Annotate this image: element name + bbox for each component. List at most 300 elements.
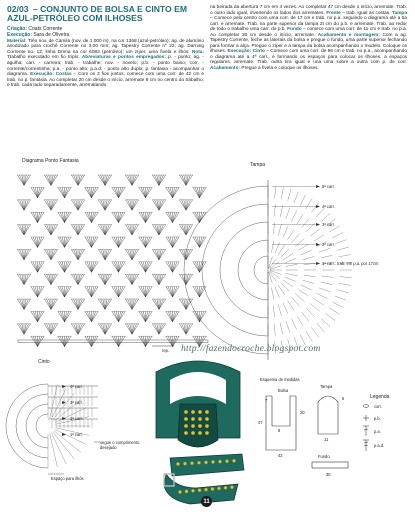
creation-line	[7, 26, 204, 32]
tampa-stitch	[301, 250, 312, 255]
fan-stitch	[98, 225, 112, 235]
bag-illustration	[146, 358, 250, 508]
fan-stitch	[85, 336, 99, 346]
tampa-stitch	[339, 255, 351, 257]
fan-stitch	[58, 237, 72, 247]
eyelet-icon	[204, 488, 207, 491]
fan-stitch	[44, 175, 58, 185]
fan-stitch	[125, 200, 139, 210]
tampa-stitch	[300, 195, 305, 206]
tampa-stitch	[272, 288, 274, 300]
tampa-stitch	[272, 241, 274, 253]
eyelet-icon	[184, 431, 188, 435]
tampa-stitch	[275, 287, 280, 298]
tampa-stitch	[317, 323, 325, 332]
tampa-stitch	[311, 327, 318, 337]
fan-stitch	[152, 175, 166, 185]
tampa-stitch	[306, 199, 312, 209]
m20: 20	[300, 410, 305, 415]
fan-stitch	[85, 237, 99, 247]
eyelet-icon	[184, 410, 188, 414]
cinto-row-arc	[26, 404, 48, 448]
eyelet-icon	[211, 487, 214, 490]
tampa-stitch	[310, 304, 319, 311]
arrow-icon	[316, 243, 320, 246]
eyelet-icon	[198, 410, 202, 414]
fan-stitch	[17, 249, 31, 259]
fan-stitch	[125, 249, 139, 259]
fan-stitch	[139, 287, 153, 297]
tampa-stitch	[274, 204, 275, 216]
fan-stitch	[98, 249, 112, 259]
tampa-stitch	[291, 319, 296, 330]
fan-stitch	[179, 324, 193, 334]
tampa-stitch	[310, 229, 319, 236]
title-text: – CONJUNTO DE BOLSA E CINTO EM AZUL-PETRÓLEO COM ILHOSES	[7, 4, 187, 24]
eyelet-icon	[204, 461, 207, 464]
legend-pb	[363, 415, 381, 421]
fan-stitch	[152, 274, 166, 284]
tampa-label: Tampa	[392, 10, 407, 16]
fan-stitch	[179, 225, 193, 235]
tampa-stitch	[286, 208, 290, 219]
tampa-stitch	[280, 323, 283, 335]
tampa-stitch	[278, 285, 285, 295]
fan-stitch	[125, 225, 139, 235]
cinto-row-arc	[6, 384, 48, 468]
tampa-stitch	[297, 214, 303, 224]
frente-text: – trab. igual as costas.	[342, 10, 391, 16]
fan-stitch	[112, 287, 126, 297]
legend-pad	[363, 440, 384, 451]
tampa-stitch	[294, 192, 298, 203]
tampa-stitch	[291, 211, 296, 222]
rep-label: rep.	[162, 348, 170, 353]
eyelet-icon	[211, 460, 214, 463]
right-paragraph	[210, 5, 407, 72]
arrow-icon	[62, 433, 66, 436]
fan-stitch	[44, 225, 58, 235]
fundo-outline	[312, 462, 348, 468]
cinto-row-label: 1ª carr.	[70, 432, 83, 437]
exec-costas-label: Execução: Costas	[30, 72, 72, 78]
tampa-stitch	[335, 296, 346, 300]
fan-stitch	[98, 274, 112, 284]
fan-stitch	[179, 274, 193, 284]
tampa-stitch	[287, 300, 293, 310]
fan-stitch	[17, 175, 31, 185]
fan-stitch	[17, 274, 31, 284]
fan-stitch	[179, 299, 193, 309]
eyelet-icon	[205, 424, 209, 428]
cinto-diagram	[8, 356, 143, 506]
eyelet-icon	[225, 460, 228, 463]
nota-text: Trabalho executado em fio triplo.	[7, 55, 80, 61]
cinto-row-label: 2ª carr.	[70, 416, 83, 421]
fan-stitch	[31, 311, 45, 321]
tampa-row-arc	[238, 240, 268, 300]
tampa-stitch	[278, 245, 285, 255]
tampa-stitch	[319, 248, 330, 252]
m30: 30	[326, 472, 331, 477]
text-column-right	[210, 5, 407, 157]
m42: 42	[278, 453, 283, 458]
fan-stitch	[166, 311, 180, 321]
fan-stitch	[58, 212, 72, 222]
nota-label: Nota:	[191, 49, 204, 55]
tampa-stitch	[302, 312, 309, 321]
eyelet-icon	[191, 489, 194, 492]
tampa-stitch	[301, 285, 312, 290]
acabamento-cinto-label: Acabamento:	[210, 66, 241, 72]
tampa-stitch	[278, 224, 281, 236]
tampa-stitch	[285, 277, 296, 282]
bag-flap	[178, 404, 218, 447]
fan-stitch	[44, 324, 58, 334]
fan-stitch	[166, 237, 180, 247]
medidas-tampa-label: Tampa	[320, 384, 333, 389]
fan-stitch	[152, 225, 166, 235]
rep-marker	[150, 343, 180, 355]
legend-corr	[363, 404, 382, 409]
execution-value: Sara de Oliveira	[33, 32, 70, 39]
arrow-icon	[316, 185, 320, 188]
medidas-fundo-label: Fundo	[318, 454, 330, 459]
tampa-stitch	[287, 230, 293, 240]
fundo-label: Fundo	[287, 27, 302, 33]
fan-stitch	[139, 262, 153, 272]
eyelet-icon	[198, 424, 202, 428]
fan-stitch	[85, 187, 99, 197]
tampa-row-label: 2ª carr.	[322, 242, 335, 247]
fan-stitch	[112, 262, 126, 272]
fundo-text: – comece com uma corr. de 11 cm e trab. no p.a. Ao completar 30 cm desde o início, arremate.	[210, 27, 407, 38]
cinto-stitch	[50, 385, 58, 418]
tampa-stitch	[295, 239, 304, 247]
tampa-stitch	[275, 186, 276, 198]
eyelet-icon	[191, 431, 195, 435]
tampa-stitch	[286, 321, 290, 332]
instructions-text	[7, 5, 408, 157]
eyelet-icon	[198, 489, 201, 492]
fan-stitch	[125, 274, 139, 284]
abbrev-label: Abreviaturas e pontos empregados:	[81, 55, 166, 61]
eyelet-icon	[198, 417, 202, 421]
fan-stitch	[85, 311, 99, 321]
tampa-stitch	[337, 290, 349, 293]
page-title	[7, 5, 204, 24]
tampa-stitch	[295, 294, 304, 302]
tampa-stitch	[283, 280, 293, 287]
tampa-stitch	[281, 187, 283, 199]
tampa-stitch	[321, 282, 333, 285]
eyelet-icon	[184, 417, 188, 421]
svg-text:corr.: corr.	[374, 404, 382, 409]
fan-stitch	[112, 187, 126, 197]
creation-label: Criação:	[7, 25, 28, 32]
fan-stitch	[71, 175, 85, 185]
tampa-stitch	[283, 303, 288, 314]
fan-stitch	[85, 212, 99, 222]
tampa-stitch	[322, 276, 334, 277]
exec-costas-text: – Com os 3 fios juntos, comece com uma corr. de 42 cm e trab. no p. fantasia. Ao completar 20 cm desde o início, arremate 8 cm no centro do trabalho, e trab. cada lado separadamente, arrematando	[7, 72, 205, 89]
eyelet-icon	[198, 431, 202, 435]
fan-stitch	[179, 175, 193, 185]
cinto-space-label: Espaço para ilhós	[51, 476, 84, 481]
tampa-stitch	[298, 289, 308, 295]
execution-line	[7, 32, 204, 38]
fan-stitch	[125, 324, 139, 334]
cinto-label: Execução: Cinto	[227, 49, 265, 55]
tampa-stitch	[286, 274, 298, 276]
fan-stitch	[44, 299, 58, 309]
tampa-stitch	[274, 324, 275, 336]
tampa-stitch	[281, 249, 289, 257]
tampa-stitch	[288, 189, 291, 201]
fan-stitch	[71, 200, 85, 210]
tampa-stitch	[302, 218, 309, 227]
title-code: 02/03	[7, 4, 29, 14]
measurement-schematic	[256, 374, 356, 484]
tampa-stitch	[311, 203, 318, 213]
cinto-row-label: 3ª carr.	[70, 400, 83, 405]
fan-stitch	[31, 237, 45, 247]
m8: 8	[278, 428, 281, 433]
tampa-stitch	[335, 240, 346, 244]
material-text: Três nov. de Camila (nov. de 1.000 m), na cor 1368 (azul-petróleo); ag. de alumínio anodizado para crochê Corrente no 3,00 mm; ag. Tapestry Corrente nº 22; ag. Darning Corrente no. 12; linha Drima na cor 6083 (petróleo); um zíper, uma fivela e ilhós;	[7, 38, 205, 55]
acabamento-label: Acabamento e montagem:	[317, 32, 380, 38]
costas-continued-text: na beirada da abertura 7 cm em 4 vezes. Ao completar 47 cm desde o início, arremate. Trab. o outro lado igual, invertendo os lados dos arremates.	[210, 5, 407, 16]
acabamento-text: Com a ag. Tapestry Corrente, feche as laterais da bolsa e pregue o fundo, uma parte superior fechando para formar a alça. Pregue o zíper e a tampa da bolsa acompanhando o modelo. Coloque os ilhoses.	[210, 32, 407, 55]
tampa-stitch	[321, 319, 330, 327]
tampa-stitch	[297, 316, 303, 326]
tampa-stitch	[280, 206, 283, 218]
fan-stitch	[152, 200, 166, 210]
eyelet-icon	[218, 460, 221, 463]
fan-stitch	[71, 299, 85, 309]
m6: 6	[342, 396, 345, 401]
text-column-left	[7, 5, 204, 157]
eyelet-icon	[205, 410, 209, 414]
eyelet-icon	[190, 462, 193, 465]
tampa-stitch	[306, 331, 312, 341]
cinto-row-label: 4ª carr.	[70, 384, 83, 389]
legend-pa	[363, 426, 381, 436]
cinto-text: – Comece com uma corr. de 98 cm e trab. no p.a., acompanhando o diagrama até a 4ª carr., e formando os espaços para colocar os ilhoses, a espaços regulares, arremate. Trab. outra tira igual e una uma sobre a outra com p. de corr.	[210, 49, 408, 66]
fan-stitch	[152, 299, 166, 309]
legend-title: Legenda	[370, 394, 390, 400]
fan-stitch	[125, 175, 139, 185]
fan-stitch	[98, 324, 112, 334]
tampa-stitch	[283, 253, 293, 260]
tampa-stitch	[304, 275, 316, 277]
tampa-stitch	[317, 208, 325, 217]
medidas-title: Esquema de medidas	[260, 377, 300, 382]
tampa-row-arc	[220, 222, 268, 318]
fan-stitch	[166, 287, 180, 297]
tampa-stitch	[298, 244, 308, 250]
fan-stitch	[98, 299, 112, 309]
tampa-stitch	[321, 255, 333, 258]
fan-stitch	[125, 299, 139, 309]
fan-stitch	[166, 187, 180, 197]
cinto-stitch	[51, 433, 66, 464]
material-label: Material:	[7, 38, 27, 44]
tampa-stitch	[303, 256, 315, 259]
tampa-diagram	[218, 160, 408, 340]
fan-stitch	[71, 249, 85, 259]
fan-stitch	[71, 274, 85, 284]
fan-stitch	[17, 324, 31, 334]
fan-stitch	[58, 187, 72, 197]
tampa-row-label: 3ª carr.	[322, 222, 335, 227]
fan-stitch	[112, 311, 126, 321]
arrow-icon	[316, 205, 320, 208]
fan-stitch	[58, 311, 72, 321]
fan-stitch	[71, 225, 85, 235]
material-paragraph	[7, 39, 204, 89]
eyelet-icon	[191, 410, 195, 414]
fan-stitch	[166, 212, 180, 222]
arrow-icon	[316, 262, 320, 265]
eyelet-icon	[232, 459, 235, 462]
tampa-stitch	[273, 222, 275, 234]
m7: 7	[265, 398, 268, 403]
eyelet-icon	[205, 431, 209, 435]
tampa-stitch	[278, 305, 281, 317]
tampa-stitch	[332, 302, 343, 307]
fan-stitch	[152, 249, 166, 259]
fan-stitch	[139, 237, 153, 247]
fan-stitch	[58, 262, 72, 272]
eyelet-icon	[197, 461, 200, 464]
tampa-stitch	[339, 283, 351, 285]
cinto-row-arc	[16, 394, 48, 458]
tampa-row-label: 1ª carr.: trab. em p.a. por 17cm	[322, 261, 379, 266]
fan-stitch	[139, 212, 153, 222]
tampa-row-label: 4ª carr.	[322, 204, 335, 209]
watermark-url: http://fazendocroche.blogspot.com	[181, 343, 321, 354]
fan-stitch	[58, 336, 72, 346]
fan-stitch	[85, 262, 99, 272]
eyelet-icon	[224, 486, 227, 489]
abbrev-text: p. - ponto; ag. - agulha; carr. - carreira; trab. - trabalhe; nov. - novelo; p.b. - ponto baixo; corr. - corrente/correntinha; p.a. - ponto alto; p.a.d. - ponto alto duplo; p. fantasia - acompanhar o diagrama.	[7, 55, 204, 78]
tampa-stitch	[317, 293, 328, 298]
tampa-stitch	[275, 242, 280, 253]
fan-stitch	[44, 200, 58, 210]
fan-stitch	[152, 324, 166, 334]
fan-stitch	[71, 324, 85, 334]
tampa-stitch	[337, 247, 349, 250]
medidas-bolsa-label: Bolsa	[278, 388, 289, 393]
tampa-row-arc	[254, 256, 268, 284]
bolsa-outline	[266, 396, 296, 450]
tampa-row-label: 5ª carr.	[322, 184, 335, 189]
m11: 11	[324, 437, 329, 442]
tampa-stitch	[283, 226, 288, 237]
creation-value: Coats Corrente	[28, 25, 63, 32]
frente-label: Frente	[326, 10, 341, 16]
fantasia-diagram-title: Diagrama Ponto Fantasia	[22, 158, 79, 164]
fan-stitch	[112, 336, 126, 346]
fan-stitch	[17, 225, 31, 235]
fan-stitch	[179, 200, 193, 210]
tampa-title: Tampa	[250, 162, 266, 168]
fan-stitch	[112, 212, 126, 222]
tampa-text: – Comece pelo centro com uma corr. de 17 cm e trab. no p.a. seguindo o diagrama até a 5a carr. e arremate. Trab. na parte superior da tampa 2t cm do p.b. e arremate. Trab. ao redor de todo o trabalho uma carr. do p.b.	[210, 16, 407, 33]
execution-label: Execução:	[7, 32, 33, 39]
page-number: 11	[201, 496, 212, 507]
tampa-stitch	[292, 297, 300, 306]
tampa-stitch	[332, 233, 343, 238]
fan-stitch	[98, 175, 112, 185]
acabamento-cinto-text: Pregue a fivela e coloque os ilhoses.	[241, 66, 319, 72]
fan-stitch	[44, 274, 58, 284]
fan-stitch	[112, 237, 126, 247]
tampa-stitch	[281, 283, 289, 291]
eyelet-icon	[191, 424, 195, 428]
tampa-stitch	[314, 235, 324, 241]
eyelet-icon	[230, 486, 233, 489]
cinto-row-arc	[36, 414, 48, 438]
legend	[360, 392, 412, 452]
fantasia-diagram	[16, 166, 212, 346]
fan-stitch	[44, 249, 58, 259]
eyelet-icon	[178, 490, 181, 493]
belt-upper	[170, 454, 244, 476]
tampa-stitch	[273, 306, 275, 318]
m47: 47	[258, 420, 263, 425]
arrow-icon	[316, 223, 320, 226]
tampa-outline	[318, 396, 338, 434]
fan-stitch	[31, 262, 45, 272]
fan-stitch	[85, 287, 99, 297]
tampa-stitch	[329, 308, 339, 314]
tampa-stitch	[340, 277, 352, 278]
eyelet-icon	[176, 462, 179, 465]
tampa-stitch	[303, 280, 315, 283]
fan-stitch	[193, 187, 207, 197]
tampa-stitch	[306, 308, 314, 316]
fan-stitch	[139, 187, 153, 197]
svg-text:p.b.: p.b.	[374, 416, 381, 421]
fan-stitch	[17, 200, 31, 210]
tampa-stitch	[286, 264, 298, 266]
cinto-note-1: segue o comprimento	[100, 440, 140, 445]
fan-stitch	[17, 299, 31, 309]
fan-stitch	[31, 287, 45, 297]
eyelet-icon	[217, 487, 220, 490]
fan-stitch	[193, 262, 207, 272]
fan-stitch	[166, 262, 180, 272]
fan-stitch	[139, 311, 153, 321]
cinto-note-2: desejado	[100, 445, 117, 450]
fan-stitch	[58, 287, 72, 297]
tampa-stitch	[285, 259, 296, 264]
eyelet-icon	[184, 424, 188, 428]
eyelet-icon	[183, 462, 186, 465]
tampa-stitch	[325, 313, 335, 320]
svg-text:p.a.: p.a.	[374, 429, 381, 434]
cinto-title: Cinto	[38, 359, 50, 365]
tampa-stitch	[321, 213, 330, 221]
fan-stitch	[98, 200, 112, 210]
fan-stitch	[31, 187, 45, 197]
eyelet-icon	[205, 417, 209, 421]
tampa-stitch	[314, 299, 324, 305]
fan-stitch	[31, 336, 45, 346]
tampa-stitch	[319, 288, 330, 292]
